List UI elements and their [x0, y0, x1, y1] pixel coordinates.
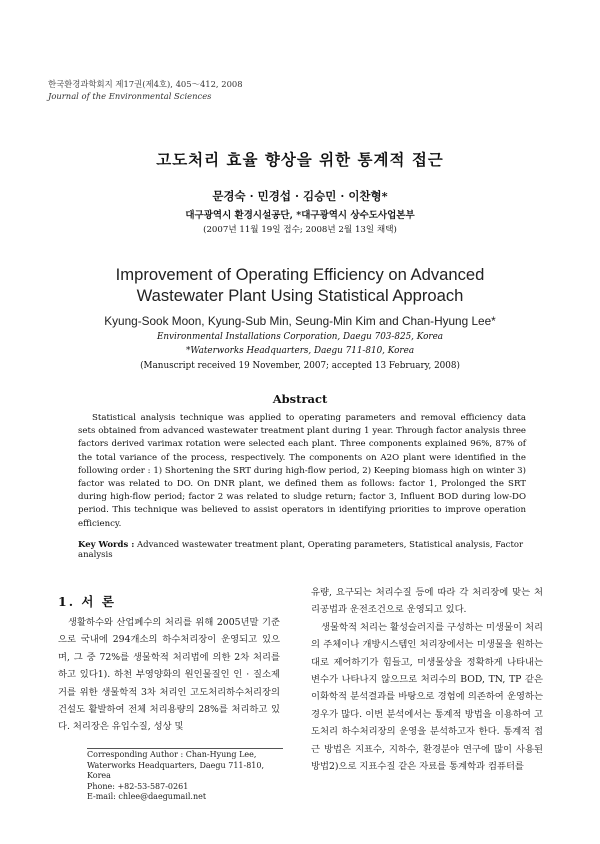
intro-right-column — [311, 584, 543, 775]
english-title — [0, 264, 600, 306]
keywords-text: Advanced wastewater treatment plant, Operating parameters, Statistical analysis, Factor analysis — [78, 540, 524, 560]
intro-left-column: 생활하수와 산업폐수의 처리를 위해 2005년말 기준으로 국내에 294개소의 하수처리장이 운영되고 있으며, 그 중 72%를 생물학적 처리법에 의한 2차 처리를 하고 있다1). 하천 부영양화의 원인물질인 인 · 질소제거를 위한 생물학적 3차 처리인 고도처리하수처리장의 건설도 활발하여 전체 처리용량의 28%를 처리하고 있다. 처리장은 유입수질, 성상 및 — [58, 617, 280, 733]
journal-english-name: Journal of the Environmental Sciences — [48, 91, 212, 101]
english-affiliation-2: *Waterworks Headquarters, Daegu 711-810, Korea — [185, 346, 415, 356]
footnote-divider — [87, 748, 283, 749]
abstract-body: Statistical analysis technique was applied to operating parameters and removal efficiency data sets obtained from advanced wastewater treatment plant during 1 year. Through factor analysis three factors derived varimax rotation were selected each plant. Three components explained 96%, 87% of the total variance of the process, respectively. The components on A2O plant were identified in the following order : 1) Shortening the SRT during high-flow period, 2) Keeping biomass high on winter 3) factor was related to DO. On DNR plant, we defined them as follows: factor 1, Prolonged the SRT during high-flow period; factor 2 was related to sludge return; factor 3, Influent BOD during low-DO period. This technique was believed to assist operators in identifying priorities to improve operation efficiency. — [78, 413, 526, 529]
footnote-phone-line: Phone: +82-53-587-0261 — [87, 781, 189, 791]
english-authors: Kyung-Sook Moon, Kyung-Sub Min, Seung-Min Kim and Chan-Hyung Lee* — [104, 314, 496, 328]
corresponding-author-footnote — [87, 750, 287, 803]
keywords — [78, 540, 538, 560]
journal-citation — [48, 78, 243, 102]
section-heading-introduction: 1. 서 론 — [58, 594, 116, 609]
english-title-line1: Improvement of Operating Efficiency on Advanced — [115, 265, 485, 284]
intro-right-paragraph: 생물학적 처리는 활성슬러지를 구성하는 미생물이 처리의 주체이나 개방시스템인 처리장에서는 미생물을 원하는 대로 제어하기가 힘들고, 미생물상을 정확하게 나타내는 변수가 나타나지 않으므로 처리수의 BOD, TN, TP 같은 이화학적 분석결과를 바탕으로 경험에 의존하여 운영하는 경우가 많다. 이번 분석에서는 통계적 방법을 이용하여 고도처리 하수처리장의 운영을 분석하고자 한다. 통계적 접근 방법은 지표수, 지하수, 환경분야 연구에 많이 사용된 방법2)으로 지표수질 같은 자료를 통계학과 컴퓨터를 — [311, 621, 543, 773]
abstract-heading: Abstract — [272, 392, 328, 406]
english-affiliation-1: Environmental Installations Corporation, Daegu 703-825, Korea — [156, 332, 444, 342]
english-received-date: (Manuscript received 19 November, 2007; accepted 13 February, 2008) — [140, 361, 460, 371]
footnote-author-line: Corresponding Author : Chan-Hyung Lee, Waterworks Headquarters, Daegu 711-810, Korea — [87, 750, 265, 780]
journal-korean-line: 한국환경과학회지 제17권(제4호), 405～412, 2008 — [48, 79, 243, 89]
korean-affiliation: 대구광역시 환경시설공단, *대구광역시 상수도사업본부 — [185, 210, 415, 221]
korean-authors: 문경숙 · 민경섭 · 김승민 · 이찬형* — [212, 189, 388, 203]
intro-right-continuation: 유량, 요구되는 처리수질 등에 따라 각 처리장에 맞는 처리공법과 운전조건으로 운영되고 있다. — [311, 587, 543, 616]
korean-title: 고도처리 효율 향상을 위한 통계적 접근 — [156, 150, 444, 169]
korean-received-date: (2007년 11월 19일 접수; 2008년 2월 13일 채택) — [203, 225, 397, 235]
keywords-label: Key Words : — [78, 540, 135, 550]
footnote-email-line: E-mail: chlee@daegumail.net — [87, 792, 207, 801]
english-title-line2: Wastewater Plant Using Statistical Approach — [136, 286, 464, 305]
